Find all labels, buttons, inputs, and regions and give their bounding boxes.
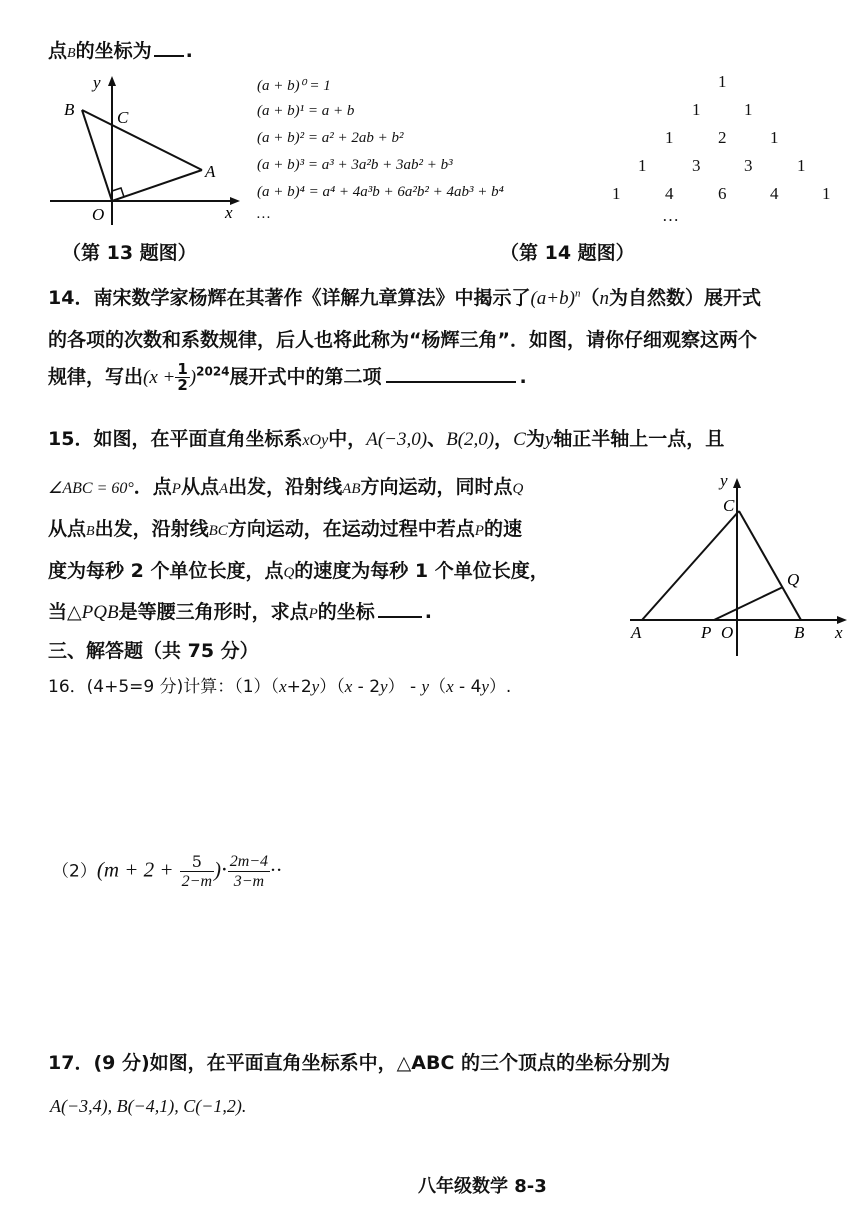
var-p: P bbox=[308, 606, 318, 622]
var-n: n bbox=[599, 288, 609, 309]
text: ）. bbox=[488, 677, 512, 697]
q16-part-2 bbox=[52, 852, 282, 891]
frac-den: 2−m bbox=[181, 873, 212, 890]
text: ） - bbox=[387, 677, 422, 697]
point-b: B(2,0) bbox=[446, 429, 495, 450]
segment-ac bbox=[642, 511, 739, 620]
pascal-cell: 3 bbox=[692, 156, 701, 175]
pascal-cell: 3 bbox=[744, 156, 753, 175]
equation-5: … bbox=[257, 206, 271, 222]
equation-0: (a + b)⁰ = 1 bbox=[257, 78, 331, 94]
segment-ba bbox=[82, 110, 202, 170]
answer-blank bbox=[154, 53, 184, 57]
pascal-cell: 1 bbox=[612, 184, 621, 203]
pascal-cell: 1 bbox=[718, 72, 727, 91]
var-b: B bbox=[86, 524, 95, 539]
var-q: Q bbox=[512, 481, 524, 497]
label-c: C bbox=[117, 108, 129, 127]
text: 点 bbox=[48, 40, 68, 62]
expr-open: (m + 2 + bbox=[96, 857, 174, 882]
text: 是等腰三角形时，求点 bbox=[118, 601, 309, 623]
q15-line-2 bbox=[48, 472, 523, 499]
text: 的坐标 bbox=[317, 601, 375, 623]
var-y: y bbox=[311, 677, 320, 696]
text: 15．如图，在平面直角坐标系 bbox=[48, 428, 303, 450]
label-a: A bbox=[205, 162, 216, 181]
equation-2: (a + b)² = a² + 2ab + b² bbox=[257, 130, 404, 146]
q15-line-3 bbox=[48, 514, 522, 541]
text: 轴正半轴上一点，且 bbox=[553, 428, 725, 450]
angle-abc: ∠ABC = 60° bbox=[48, 480, 134, 497]
q17-coordinates: A(−3,4), B(−4,1), C(−1,2). bbox=[50, 1096, 247, 1116]
q13-answer-line bbox=[48, 36, 193, 63]
equation-1: (a + b)¹ = a + b bbox=[257, 103, 355, 119]
label-a: A bbox=[631, 623, 642, 642]
q15-line-4 bbox=[48, 556, 549, 583]
var-p: P bbox=[171, 481, 181, 497]
text: . bbox=[185, 40, 193, 62]
y-arrow bbox=[108, 76, 116, 86]
text: 从点 bbox=[48, 518, 87, 540]
label-y: y bbox=[720, 471, 728, 490]
var-y: y bbox=[544, 429, 554, 450]
text: 16．(4+5=9 分)计算：（1）（ bbox=[48, 677, 280, 697]
q14-line-3 bbox=[48, 362, 527, 393]
text: ．点 bbox=[133, 476, 172, 498]
text: 的坐标为 bbox=[75, 40, 152, 62]
text: ）（ bbox=[319, 677, 345, 697]
fraction-half bbox=[175, 362, 189, 393]
multiply-dot: · bbox=[221, 857, 228, 882]
var-x: x bbox=[446, 677, 454, 696]
var-y: y bbox=[421, 677, 430, 696]
pascal-cell: 1 bbox=[770, 128, 779, 147]
q16-line-1 bbox=[48, 672, 511, 697]
var-a: A bbox=[218, 481, 229, 497]
fraction-5-over-2-m bbox=[180, 852, 214, 891]
page-footer: 八年级数学 8-3 bbox=[418, 1176, 547, 1197]
var-x: x bbox=[279, 677, 287, 696]
q14-line-2: 的各项的次数和系数规律，后人也将此称为“杨辉三角”．如图，请你仔细观察这两个 bbox=[48, 329, 757, 351]
pascal-cell: 1 bbox=[822, 184, 831, 203]
fraction-2m-4-over-3-m bbox=[228, 852, 270, 891]
figure-13-caption: （第 13 题图） bbox=[62, 242, 197, 264]
expr-x-plus: (x + bbox=[143, 367, 176, 388]
q15-line-1 bbox=[48, 424, 724, 451]
text: - 2 bbox=[352, 677, 381, 697]
text: - 4 bbox=[453, 677, 482, 697]
label-c: C bbox=[723, 496, 735, 515]
text: 为自然数）展开式 bbox=[608, 287, 761, 309]
var-y: y bbox=[481, 677, 489, 696]
answer-blank bbox=[386, 379, 516, 383]
y-arrow bbox=[733, 478, 741, 488]
text: 展开式中的第二项 bbox=[229, 366, 382, 388]
text: 当△ bbox=[48, 601, 82, 623]
section-3-heading: 三、解答题（共 75 分） bbox=[48, 640, 259, 662]
expr-exponent: n bbox=[574, 287, 581, 300]
text: 度为每秒 2 个单位长度，点 bbox=[48, 560, 284, 582]
point-a: A(−3,0) bbox=[366, 429, 428, 450]
exponent-2024: 2024 bbox=[196, 364, 230, 379]
figure-14-caption: （第 14 题图） bbox=[500, 242, 635, 264]
text: 的速度为每秒 1 个单位长度， bbox=[294, 560, 549, 582]
var-q: Q bbox=[283, 565, 295, 581]
label-b: B bbox=[64, 100, 75, 119]
pascal-cell: 1 bbox=[744, 100, 753, 119]
ray-bc: BC bbox=[208, 523, 228, 539]
q15-line-5 bbox=[48, 597, 432, 624]
frac-num: 2m−4 bbox=[229, 853, 269, 870]
pascal-cell: 4 bbox=[665, 184, 674, 203]
var-b: B bbox=[67, 46, 76, 61]
text: （ bbox=[580, 287, 600, 309]
text: 从点 bbox=[180, 476, 219, 498]
label-x: x bbox=[835, 623, 843, 642]
pascal-cell: 1 bbox=[665, 128, 674, 147]
label-x: x bbox=[225, 203, 233, 222]
frac-num: 5 bbox=[180, 852, 214, 872]
pascal-cell: 1 bbox=[692, 100, 701, 119]
text: （ bbox=[429, 677, 447, 697]
figure-13 bbox=[40, 70, 250, 235]
text: 规律，写出 bbox=[48, 366, 144, 388]
text: 14．南宋数学家杨辉在其著作《详解九章算法》中揭示了 bbox=[48, 287, 531, 309]
ray-ab: AB bbox=[342, 481, 361, 497]
frac-den: 2 bbox=[177, 376, 188, 394]
xoy: xOy bbox=[302, 432, 329, 449]
text: 方向运动，同时点 bbox=[360, 476, 513, 498]
text: （2） bbox=[52, 861, 97, 882]
label-o: O bbox=[721, 623, 734, 642]
pascal-cell: … bbox=[662, 206, 679, 225]
figure-15 bbox=[615, 468, 860, 658]
pascal-cell: 1 bbox=[638, 156, 647, 175]
text: . bbox=[424, 601, 432, 623]
var-y: y bbox=[380, 677, 388, 696]
text: . bbox=[519, 366, 527, 388]
triangle-pqb: PQB bbox=[81, 602, 119, 623]
label-p: P bbox=[701, 623, 712, 642]
equation-3: (a + b)³ = a³ + 3a²b + 3ab² + b³ bbox=[257, 157, 453, 173]
expr-a-plus-b: (a+b) bbox=[530, 288, 575, 309]
pascal-cell: 4 bbox=[770, 184, 779, 203]
text: 、 bbox=[427, 428, 447, 450]
segment-pq bbox=[714, 587, 783, 620]
text: +2 bbox=[286, 677, 312, 697]
close-paren: ) bbox=[189, 367, 197, 388]
frac-num: 1 bbox=[177, 360, 188, 378]
segment-oa bbox=[112, 170, 202, 201]
text: 出发，沿射线 bbox=[94, 518, 209, 540]
right-angle-mark bbox=[112, 188, 124, 197]
text: 方向运动，在运动过程中若点 bbox=[227, 518, 475, 540]
label-q: Q bbox=[787, 570, 800, 589]
label-b: B bbox=[794, 623, 805, 642]
pascal-cell: 1 bbox=[797, 156, 806, 175]
pascal-cell: 6 bbox=[718, 184, 727, 203]
text: 为 bbox=[525, 428, 545, 450]
label-o: O bbox=[92, 205, 105, 224]
frac-den: 3−m bbox=[233, 873, 265, 890]
var-x: x bbox=[344, 677, 353, 696]
q14-line-1 bbox=[48, 283, 761, 310]
answer-blank bbox=[378, 614, 422, 618]
var-p: P bbox=[474, 523, 484, 539]
close-paren: ) bbox=[214, 857, 221, 882]
text: 中， bbox=[328, 428, 367, 450]
q17-line-1: 17．(9 分)如图，在平面直角坐标系中，△ABC 的三个顶点的坐标分别为 bbox=[48, 1052, 671, 1074]
text: ·· bbox=[270, 859, 283, 882]
label-y: y bbox=[93, 73, 101, 92]
text: ， bbox=[494, 428, 514, 450]
pascal-cell: 2 bbox=[718, 128, 727, 147]
equation-4: (a + b)⁴ = a⁴ + 4a³b + 6a²b² + 4ab³ + b⁴ bbox=[257, 184, 504, 200]
text: 出发，沿射线 bbox=[228, 476, 343, 498]
point-c: C bbox=[513, 429, 526, 450]
text: 的速 bbox=[483, 518, 522, 540]
